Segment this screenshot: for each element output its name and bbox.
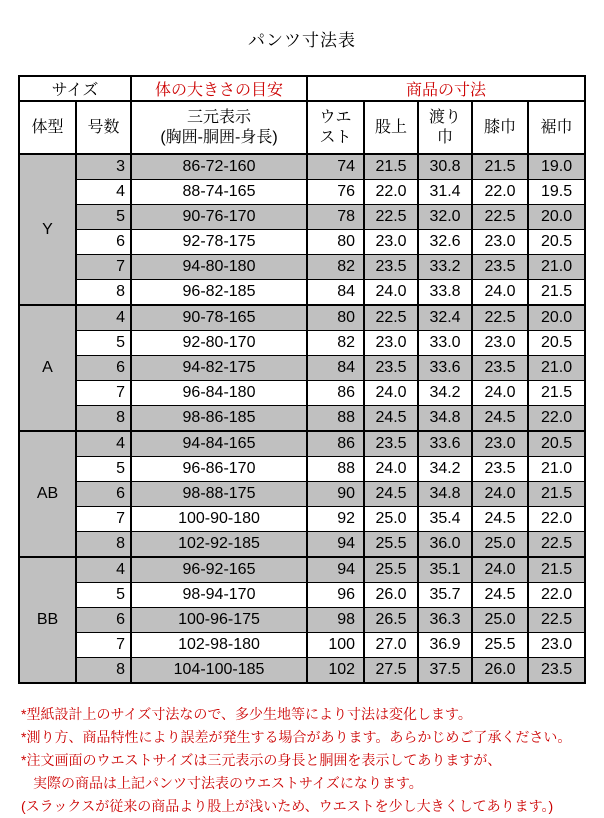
table-row (19, 431, 585, 457)
cell-watari: 33.2 (418, 255, 472, 280)
cell-knee: 23.0 (472, 431, 528, 457)
cell-watari: 33.0 (418, 331, 472, 356)
cell-waist: 88 (307, 406, 364, 432)
table-row (19, 457, 585, 482)
cell-waist: 82 (307, 255, 364, 280)
table-row (19, 154, 585, 180)
cell-size: 4 (76, 305, 131, 331)
cell-rise: 26.0 (364, 583, 418, 608)
cell-watari: 32.4 (418, 305, 472, 331)
cell-waist: 96 (307, 583, 364, 608)
cell-size: 6 (76, 230, 131, 255)
cell-size: 4 (76, 180, 131, 205)
cell-hem: 21.0 (528, 356, 585, 381)
table-row (19, 205, 585, 230)
cell-sanen: 98-88-175 (131, 482, 307, 507)
cell-hem: 21.5 (528, 381, 585, 406)
cell-watari: 35.1 (418, 557, 472, 583)
header-product-dims-group: 商品の寸法 (307, 76, 585, 101)
cell-waist: 78 (307, 205, 364, 230)
note-line: *測り方、商品特性により誤差が発生する場合があります。あらかじめご了承ください。 (21, 729, 572, 745)
col-header-watari: 渡り 巾 (418, 101, 472, 154)
cell-knee: 23.5 (472, 255, 528, 280)
cell-rise: 25.0 (364, 507, 418, 532)
table-row (19, 507, 585, 532)
cell-sanen: 92-80-170 (131, 331, 307, 356)
note-line: 実際の商品は上記パンツ寸法表のウエストサイズになります。 (33, 775, 423, 791)
cell-knee: 24.5 (472, 406, 528, 432)
cell-knee: 24.0 (472, 381, 528, 406)
table-row (19, 255, 585, 280)
cell-rise: 27.5 (364, 658, 418, 684)
cell-hem: 22.0 (528, 406, 585, 432)
cell-size: 8 (76, 406, 131, 432)
cell-hem: 23.0 (528, 633, 585, 658)
cell-hem: 21.0 (528, 457, 585, 482)
cell-knee: 23.0 (472, 230, 528, 255)
cell-sanen: 96-86-170 (131, 457, 307, 482)
cell-sanen: 96-92-165 (131, 557, 307, 583)
cell-knee: 26.0 (472, 658, 528, 684)
cell-waist: 88 (307, 457, 364, 482)
cell-hem: 20.0 (528, 305, 585, 331)
cell-rise: 27.0 (364, 633, 418, 658)
table-row (19, 633, 585, 658)
cell-size: 4 (76, 431, 131, 457)
cell-watari: 33.6 (418, 356, 472, 381)
cell-rise: 23.5 (364, 255, 418, 280)
cell-sanen: 100-90-180 (131, 507, 307, 532)
cell-waist: 98 (307, 608, 364, 633)
table-row (19, 406, 585, 432)
column-header-row (19, 101, 585, 154)
cell-waist: 90 (307, 482, 364, 507)
cell-sanen: 90-78-165 (131, 305, 307, 331)
cell-sanen: 88-74-165 (131, 180, 307, 205)
cell-hem: 22.5 (528, 608, 585, 633)
cell-size: 8 (76, 658, 131, 684)
col-header-rise: 股上 (364, 101, 418, 154)
cell-watari: 35.4 (418, 507, 472, 532)
cell-knee: 21.5 (472, 154, 528, 180)
cell-watari: 34.2 (418, 381, 472, 406)
note-line: *型紙設計上のサイズ寸法なので、多少生地等により寸法は変化します。 (21, 706, 472, 722)
cell-knee: 23.5 (472, 457, 528, 482)
table-row (19, 608, 585, 633)
cell-size: 6 (76, 356, 131, 381)
cell-rise: 22.5 (364, 205, 418, 230)
cell-watari: 36.3 (418, 608, 472, 633)
table-row (19, 180, 585, 205)
cell-watari: 34.8 (418, 482, 472, 507)
cell-size: 7 (76, 381, 131, 406)
cell-knee: 25.0 (472, 608, 528, 633)
col-header-knee: 膝巾 (472, 101, 528, 154)
table-row (19, 381, 585, 406)
cell-waist: 100 (307, 633, 364, 658)
cell-rise: 23.5 (364, 431, 418, 457)
cell-hem: 22.5 (528, 532, 585, 558)
body-type-cell: BB (19, 557, 76, 683)
cell-hem: 19.5 (528, 180, 585, 205)
cell-hem: 22.0 (528, 583, 585, 608)
col-header-waist: ウエ スト (307, 101, 364, 154)
size-table (18, 75, 586, 684)
cell-waist: 86 (307, 431, 364, 457)
page-title: パンツ寸法表 (248, 31, 356, 50)
cell-watari: 35.7 (418, 583, 472, 608)
cell-hem: 22.0 (528, 507, 585, 532)
cell-knee: 22.5 (472, 305, 528, 331)
cell-sanen: 98-86-185 (131, 406, 307, 432)
cell-size: 5 (76, 205, 131, 230)
body-type-cell: A (19, 305, 76, 431)
cell-size: 8 (76, 280, 131, 306)
cell-size: 8 (76, 532, 131, 558)
cell-waist: 92 (307, 507, 364, 532)
group-header-row (19, 76, 585, 101)
cell-knee: 24.0 (472, 557, 528, 583)
cell-knee: 24.5 (472, 507, 528, 532)
table-row (19, 557, 585, 583)
cell-sanen: 90-76-170 (131, 205, 307, 230)
cell-waist: 84 (307, 356, 364, 381)
col-header-bodytype: 体型 (19, 101, 76, 154)
note-line: *注文画面のウエストサイズは三元表示の身長と胴囲を表示してありますが、 (21, 752, 502, 768)
cell-hem: 21.5 (528, 482, 585, 507)
cell-size: 5 (76, 331, 131, 356)
cell-watari: 33.6 (418, 431, 472, 457)
cell-size: 3 (76, 154, 131, 180)
cell-knee: 23.5 (472, 356, 528, 381)
cell-knee: 25.5 (472, 633, 528, 658)
cell-sanen: 86-72-160 (131, 154, 307, 180)
cell-sanen: 96-82-185 (131, 280, 307, 306)
cell-size: 5 (76, 583, 131, 608)
cell-waist: 94 (307, 532, 364, 558)
cell-hem: 19.0 (528, 154, 585, 180)
cell-rise: 23.0 (364, 230, 418, 255)
cell-hem: 21.0 (528, 255, 585, 280)
cell-size: 7 (76, 507, 131, 532)
cell-sanen: 98-94-170 (131, 583, 307, 608)
cell-rise: 24.0 (364, 457, 418, 482)
cell-rise: 23.5 (364, 356, 418, 381)
cell-rise: 25.5 (364, 532, 418, 558)
cell-knee: 25.0 (472, 532, 528, 558)
cell-knee: 24.5 (472, 583, 528, 608)
cell-sanen: 94-84-165 (131, 431, 307, 457)
cell-watari: 37.5 (418, 658, 472, 684)
cell-sanen: 94-82-175 (131, 356, 307, 381)
cell-rise: 22.5 (364, 305, 418, 331)
cell-sanen: 100-96-175 (131, 608, 307, 633)
cell-hem: 20.5 (528, 431, 585, 457)
cell-waist: 86 (307, 381, 364, 406)
cell-knee: 24.0 (472, 482, 528, 507)
cell-waist: 94 (307, 557, 364, 583)
cell-watari: 34.2 (418, 457, 472, 482)
cell-hem: 20.0 (528, 205, 585, 230)
cell-hem: 21.5 (528, 557, 585, 583)
table-row (19, 583, 585, 608)
note-line: (スラックスが従来の商品より股上が浅いため、ウエストを少し大きくしてあります。) (21, 798, 554, 814)
cell-size: 4 (76, 557, 131, 583)
col-header-hem: 裾巾 (528, 101, 585, 154)
table-row (19, 658, 585, 684)
cell-sanen: 102-92-185 (131, 532, 307, 558)
cell-watari: 32.0 (418, 205, 472, 230)
cell-size: 7 (76, 633, 131, 658)
cell-waist: 84 (307, 280, 364, 306)
cell-size: 5 (76, 457, 131, 482)
cell-rise: 24.5 (364, 482, 418, 507)
header-body-guide-group: 体の大きさの目安 (131, 76, 307, 101)
cell-watari: 31.4 (418, 180, 472, 205)
cell-rise: 24.0 (364, 280, 418, 306)
cell-watari: 30.8 (418, 154, 472, 180)
cell-waist: 74 (307, 154, 364, 180)
cell-rise: 25.5 (364, 557, 418, 583)
cell-size: 6 (76, 608, 131, 633)
table-header (19, 76, 585, 154)
cell-knee: 22.5 (472, 205, 528, 230)
cell-rise: 22.0 (364, 180, 418, 205)
cell-rise: 21.5 (364, 154, 418, 180)
cell-rise: 24.0 (364, 381, 418, 406)
footnotes (21, 703, 604, 818)
col-header-size: 号数 (76, 101, 131, 154)
cell-sanen: 104-100-185 (131, 658, 307, 684)
cell-rise: 26.5 (364, 608, 418, 633)
cell-watari: 34.8 (418, 406, 472, 432)
cell-sanen: 96-84-180 (131, 381, 307, 406)
cell-sanen: 94-80-180 (131, 255, 307, 280)
cell-waist: 102 (307, 658, 364, 684)
header-size-group: サイズ (19, 76, 131, 101)
cell-hem: 21.5 (528, 280, 585, 306)
cell-waist: 80 (307, 230, 364, 255)
cell-sanen: 92-78-175 (131, 230, 307, 255)
cell-hem: 23.5 (528, 658, 585, 684)
body-type-cell: AB (19, 431, 76, 557)
cell-watari: 32.6 (418, 230, 472, 255)
cell-size: 6 (76, 482, 131, 507)
size-table-body (19, 154, 585, 683)
table-row (19, 305, 585, 331)
cell-rise: 23.0 (364, 331, 418, 356)
cell-knee: 24.0 (472, 280, 528, 306)
table-row (19, 280, 585, 306)
cell-knee: 23.0 (472, 331, 528, 356)
table-row (19, 482, 585, 507)
body-type-cell: Y (19, 154, 76, 305)
cell-hem: 20.5 (528, 230, 585, 255)
table-row (19, 356, 585, 381)
cell-watari: 36.9 (418, 633, 472, 658)
cell-size: 7 (76, 255, 131, 280)
table-row (19, 532, 585, 558)
cell-watari: 36.0 (418, 532, 472, 558)
cell-watari: 33.8 (418, 280, 472, 306)
col-header-sanen: 三元表示 (胸囲-胴囲-身長) (131, 101, 307, 154)
table-row (19, 230, 585, 255)
table-row (19, 331, 585, 356)
cell-rise: 24.5 (364, 406, 418, 432)
cell-hem: 20.5 (528, 331, 585, 356)
cell-waist: 80 (307, 305, 364, 331)
cell-sanen: 102-98-180 (131, 633, 307, 658)
cell-knee: 22.0 (472, 180, 528, 205)
cell-waist: 82 (307, 331, 364, 356)
cell-waist: 76 (307, 180, 364, 205)
